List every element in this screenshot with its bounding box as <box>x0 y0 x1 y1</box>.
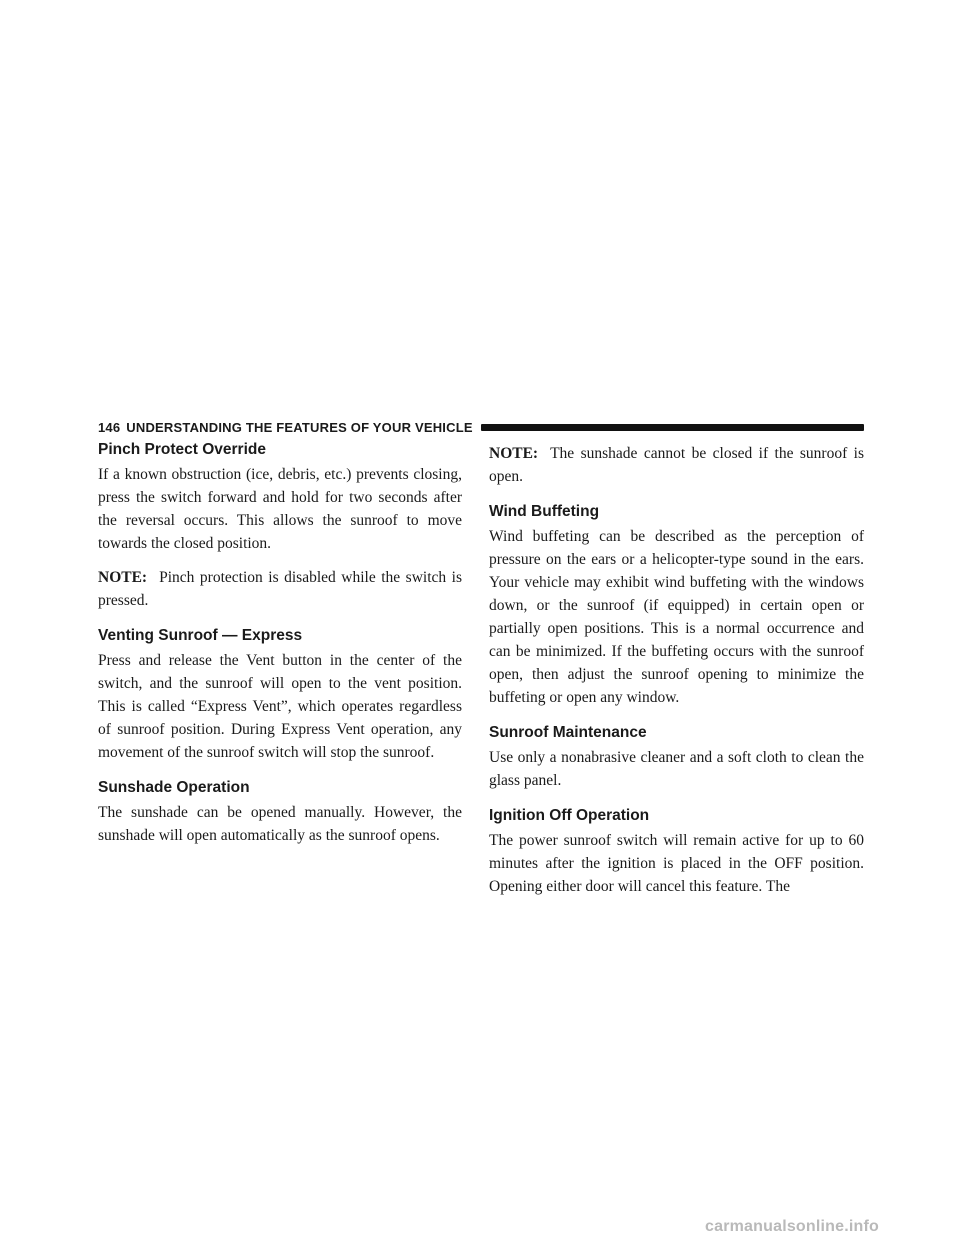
heading-wind-buffeting: Wind Buffeting <box>489 503 600 520</box>
note-label: NOTE: <box>98 569 148 586</box>
paragraph-venting-sunroof: Press and release the Vent button in the center of the switch, and the sunroof will open to the vent position. This is called “Express Vent”, which operates regardless of sunroof position. During Express Vent operation, any movement of the sunroof switch will stop the sunroof. <box>98 652 462 761</box>
note-text: Pinch protection is disabled while the switch is pressed. <box>98 569 462 609</box>
watermark-logo: carmanualsonline.info <box>705 1218 880 1235</box>
note-pinch-protection <box>98 566 462 612</box>
note-label: NOTE: <box>489 445 539 462</box>
right-column <box>489 442 864 909</box>
header-rule <box>481 424 864 431</box>
paragraph-wind-buffeting: Wind buffeting can be described as the perception of pressure on the ears or a helicopter-type sound in the ears. Your vehicle may exhibit wind buffeting with the windows down, or the sunroof (if equipped) in certain open or partially open positions. This is a normal occurrence and can be minimized. If the buffeting occurs with the sunroof open, then adjust the sunroof opening to minimize the buffeting or open any window. <box>489 528 864 706</box>
page-number: 146 <box>98 419 121 435</box>
heading-ignition-off-operation: Ignition Off Operation <box>489 807 650 824</box>
paragraph-sunroof-maintenance: Use only a nonabrasive cleaner and a soft cloth to clean the glass panel. <box>489 749 864 789</box>
section-title: UNDERSTANDING THE FEATURES OF YOUR VEHICLE <box>126 419 473 435</box>
heading-venting-sunroof: Venting Sunroof — Express <box>98 627 303 644</box>
note-sunshade <box>489 442 864 488</box>
paragraph-ignition-off-operation: The power sunroof switch will remain active for up to 60 minutes after the ignition is placed in the OFF position. Opening either door will cancel this feature. The <box>489 832 864 895</box>
paragraph-sunshade-operation: The sunshade can be opened manually. However, the sunshade will open automatically as the sunroof opens. <box>98 804 462 844</box>
note-text: The sunshade cannot be closed if the sunroof is open. <box>489 445 864 485</box>
paragraph-pinch-protect: If a known obstruction (ice, debris, etc.) prevents closing, press the switch forward and hold for two seconds after the reversal occurs. This allows the sunroof to move towards the closed position. <box>98 466 462 552</box>
heading-sunshade-operation: Sunshade Operation <box>98 779 250 796</box>
page-header <box>98 418 864 436</box>
left-column <box>98 440 462 858</box>
heading-pinch-protect-override: Pinch Protect Override <box>98 441 266 458</box>
heading-sunroof-maintenance: Sunroof Maintenance <box>489 724 647 741</box>
